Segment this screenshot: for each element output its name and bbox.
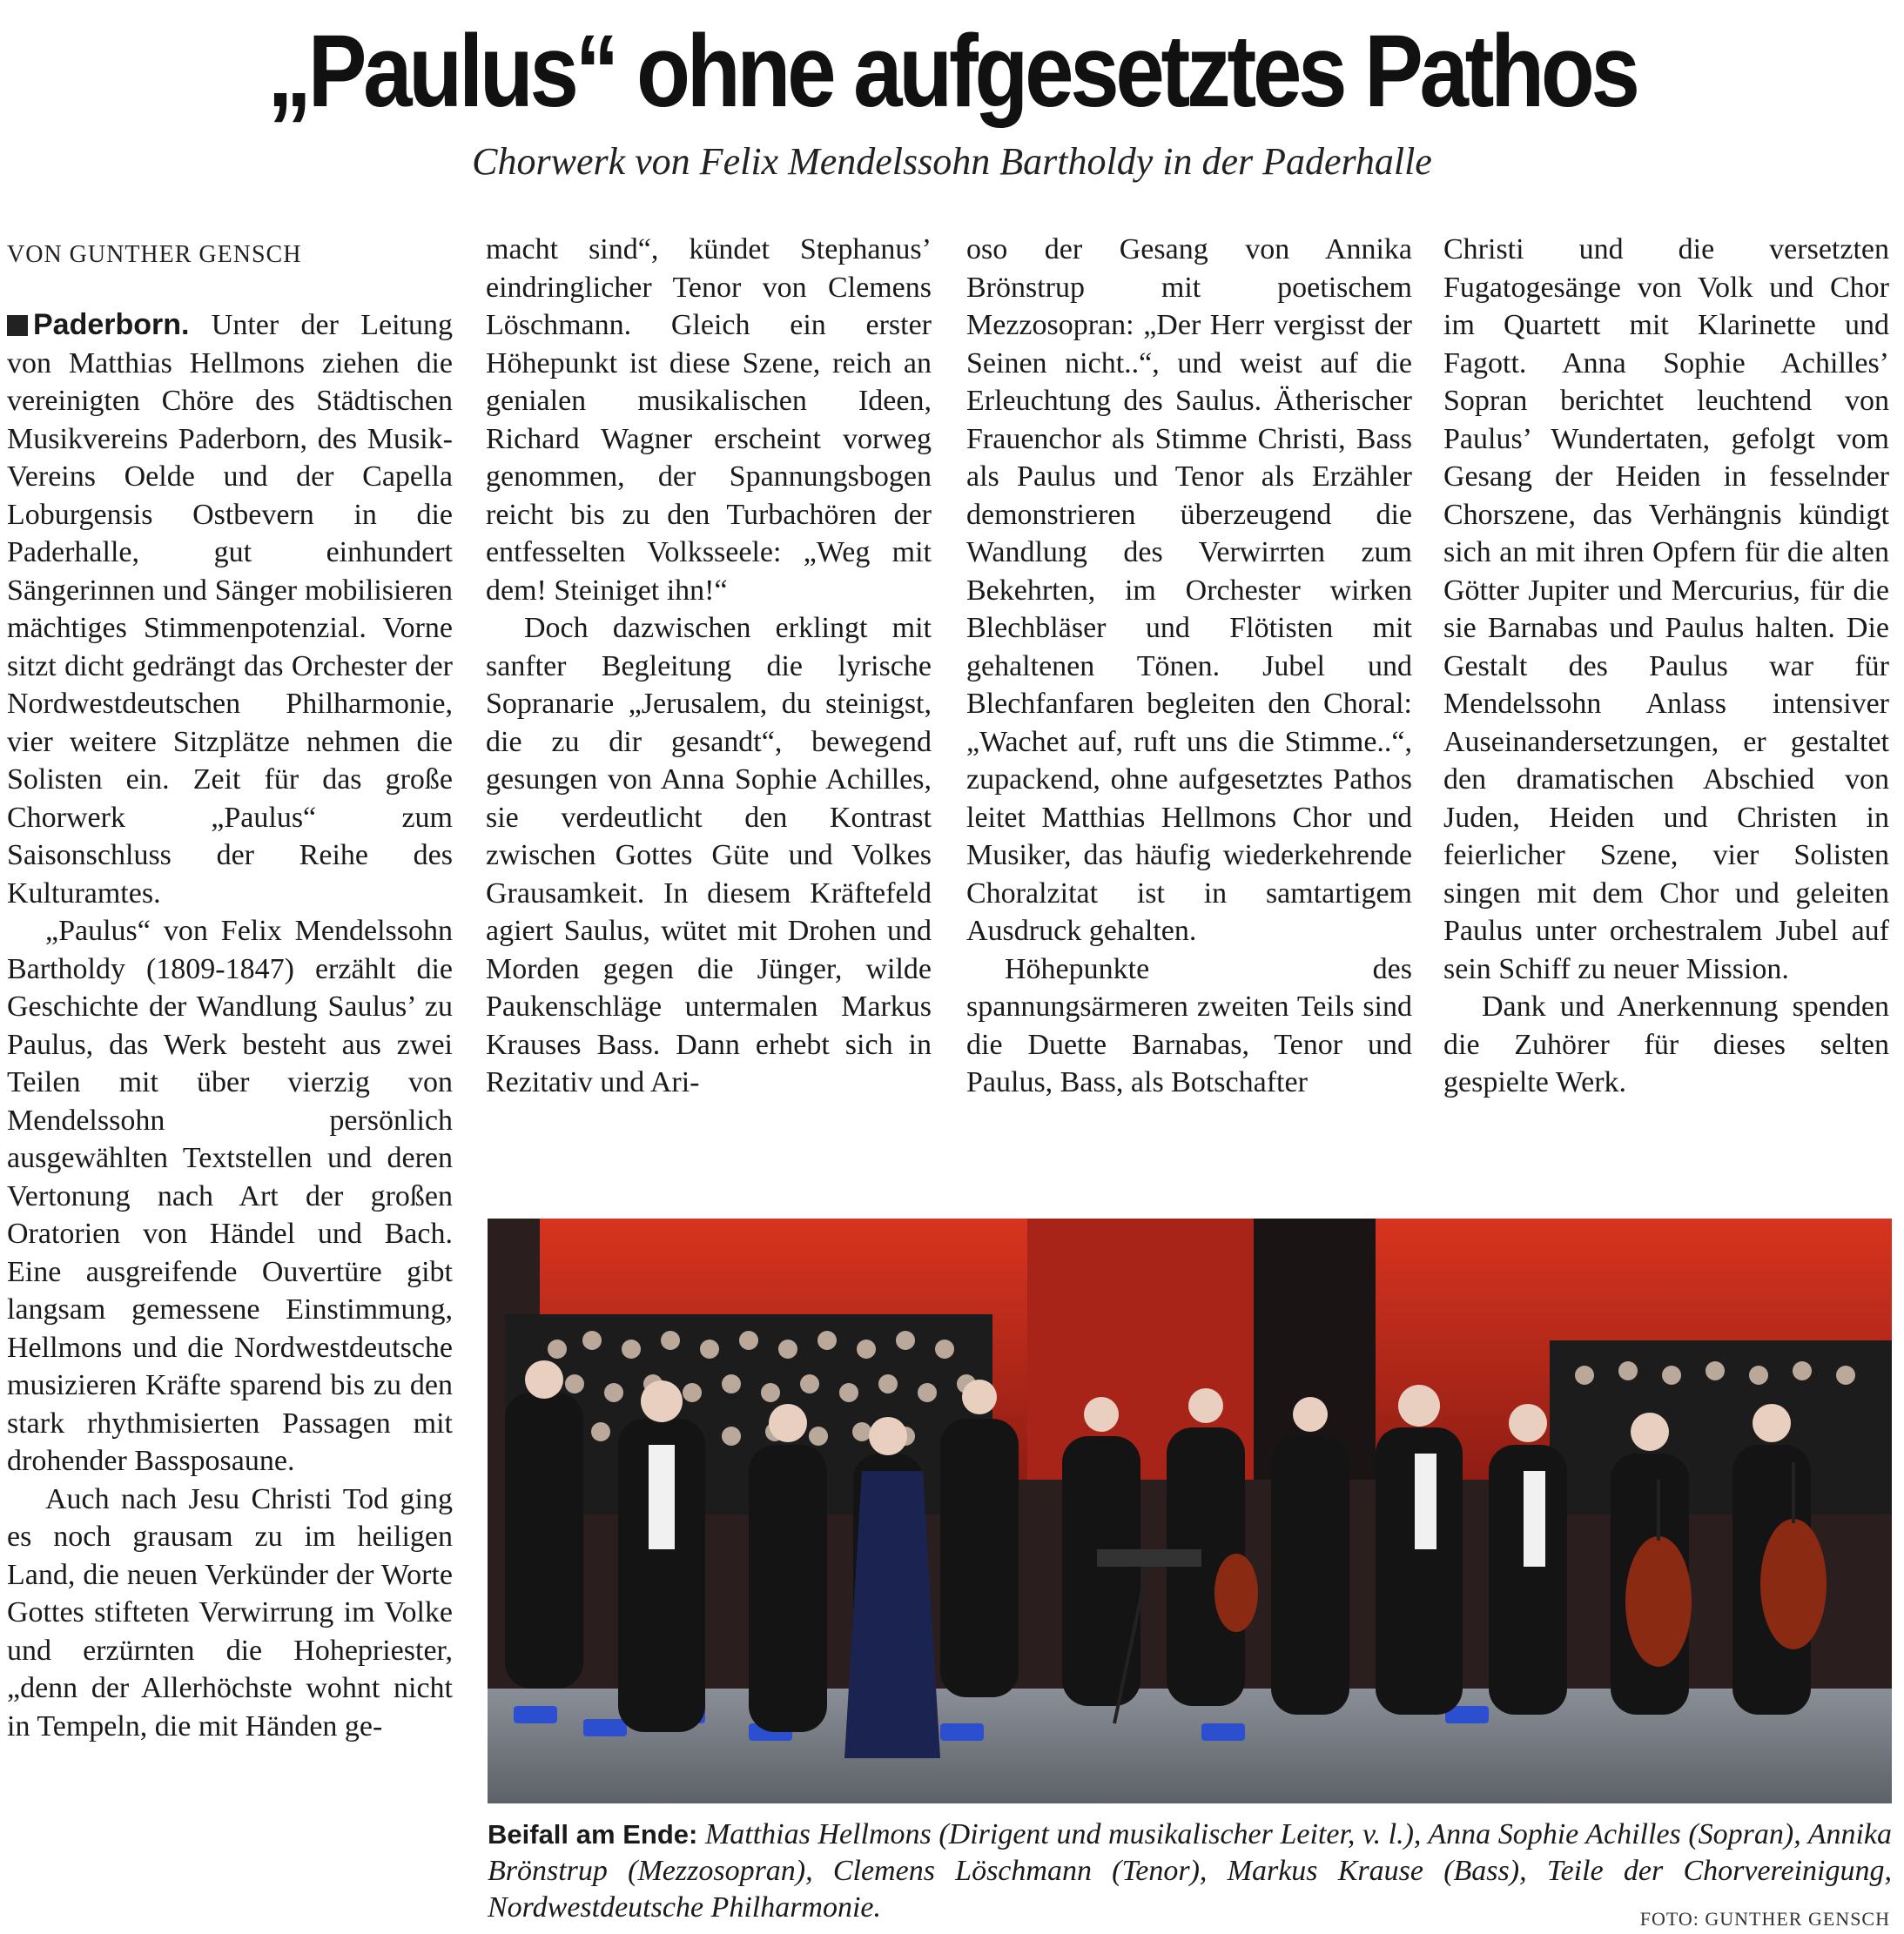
caption-text: Matthias Hellmons (Dirigent und musikalischer Leiter, v. l.), Anna Sophie Achilles (Sopran), Annika Brönstrup (Mezzosopran), Clemens Löschmann (Tenor), Markus Krause (Bass), Teile der Chorvereinigung, Nordwestdeutsche Philharmonie. (488, 1818, 1892, 1924)
article-column-4 (1443, 231, 1889, 1102)
paragraph: oso der Gesang von Annika Brönstrup mit poetischem Mezzosopran: „Der Herr vergisst der Seinen nicht..“, und weist auf die Erleuchtung des Saulus. Ätherischer Frauenchor als Stimme Christi, Bass als Paulus und Tenor als Erzähler demonstrieren überzeugend die Wandlung des Verwirrten zum Bekehrten, im Orchester wirken Blechbläser und Flötisten mit gehaltenen Tönen. Jubel und Blechfanfaren begleiten den Choral: „Wachet auf, ruft uns die Stimme..“, zupackend, ohne aufgesetztes Pathos leitet Matthias Hellmons Chor und Musiker, das häufig wiederkehrende Choralzitat ist in samtartigem Ausdruck gehalten. (966, 233, 1412, 947)
concert-photo (488, 1219, 1892, 1803)
paragraph: Höhepunkte des spannungsärmeren zweiten Teils sind die Duette Barnabas, Tenor und Paulus, Bass, als Botschafter (966, 952, 1412, 1098)
paragraph: Christi und die versetzten Fugatogesänge von Volk und Chor im Quartett mit Klarinette und Fagott. Anna Sophie Achilles’ Sopran berichtet leuchtend von Paulus’ Wundertaten, gefolgt vom Gesang der Heiden in fesselnder Chorszene, das Verhängnis kündigt sich an mit ihren Opfern für die alten Götter Jupiter und Mercurius, für die sie Barnabas und Paulus halten. Die Gestalt des Paulus war für Mendelssohn Anlass intensiver Auseinandersetzungen, er gestaltet den dramatischen Abschied von Juden, Heiden und Christen in feierlicher Szene, vier Solisten singen mit dem Chor und geleiten Paulus unter orchestralem Jubel auf sein Schiff zu neuer Mission. (1443, 233, 1889, 985)
byline: VON GUNTHER GENSCH (7, 241, 302, 268)
paragraph: Dank und Anerkennung spenden die Zuhörer für dieses selten gespielte Werk. (1443, 991, 1889, 1098)
dateline: Paderborn. (33, 308, 190, 341)
paragraph: Doch dazwischen erklingt mit sanfter Begleitung die lyrische Sopranarie „Jerusalem, du steinigst, die zu dir gesandt“, bewegend gesungen von Anna Sophie Achilles, sie verdeutlicht den Kontrast zwischen Gottes Güte und Volkes Grausamkeit. In diesem Kräftefeld agiert Saulus, wütet mit Drohen und Morden gegen die Jünger, wilde Paukenschläge untermalen Markus Krauses Bass. Dann erhebt sich in Rezitativ und Ari- (486, 612, 932, 1098)
dateline-square-icon (7, 315, 28, 336)
paragraph: macht sind“, kündet Stephanus’ eindringlicher Tenor von Clemens Löschmann. Gleich ein erster Höhepunkt ist diese Szene, reich an genialen musikalischen Ideen, Richard Wagner erscheint vorweg genommen, der Spannungsbogen reicht bis zu den Turbachören der entfesselten Volksseele: „Weg mit dem! Steiniget ihn!“ (486, 233, 932, 607)
paragraph (7, 306, 453, 912)
article-column-3 (966, 231, 1412, 1102)
article-column-1 (7, 306, 453, 1745)
paragraph-text: Unter der Leitung von Matthias Hellmons ziehen die vereinigten Chöre des Städtischen Musikvereins Paderborn, des Musik-Vereins Oelde und der Capella Loburgensis Ostbevern in die Paderhalle, gut einhundert Sängerinnen und Sänger mobilisieren mächtiges Stimmenpotenzial. Vorne sitzt dicht gedrängt das Orchester der Nordwestdeutschen Philharmonie, vier weitere Sitzplätze nehmen die Solisten ein. Zeit für das große Chorwerk „Paulus“ zum Saisonschluss der Reihe des Kulturamtes. (7, 309, 453, 910)
article-column-2 (486, 231, 932, 1102)
photo-credit: FOTO: GUNTHER GENSCH (1639, 1908, 1890, 1930)
headline: „Paulus“ ohne aufgesetztes Pathos (267, 14, 1637, 129)
concert-stage-illustration (488, 1219, 1892, 1803)
paragraph: Auch nach Jesu Christi Tod ging es noch grausam zu im heiligen Land, die neuen Verkünder der Worte Gottes stifteten Verwirrung im Volke und erzürnten die Hohepriester, „denn der Allerhöchste wohnt nicht in Tempeln, die mit Händen ge- (7, 1482, 453, 1743)
subheadline: Chorwerk von Felix Mendelssohn Bartholdy in der Paderhalle (472, 140, 1432, 183)
paragraph: „Paulus“ von Felix Mendelssohn Bartholdy (1809-1847) erzählt die Geschichte der Wandlung Saulus’ zu Paulus, das Werk besteht aus zwei Teilen mit über vierzig von Mendelssohn persönlich ausgewählten Textstellen und deren Vertonung nach Art der großen Oratorien von Händel und Bach. Eine ausgreifende Ouvertüre gibt langsam gemessene Einstimmung, Hellmons und die Nordwestdeutsche musizieren Kräfte sparend bis zu den stark rhythmisierten Passagen mit drohender Bassposaune. (7, 915, 453, 1477)
caption-lead: Beifall am Ende: (488, 1819, 698, 1850)
